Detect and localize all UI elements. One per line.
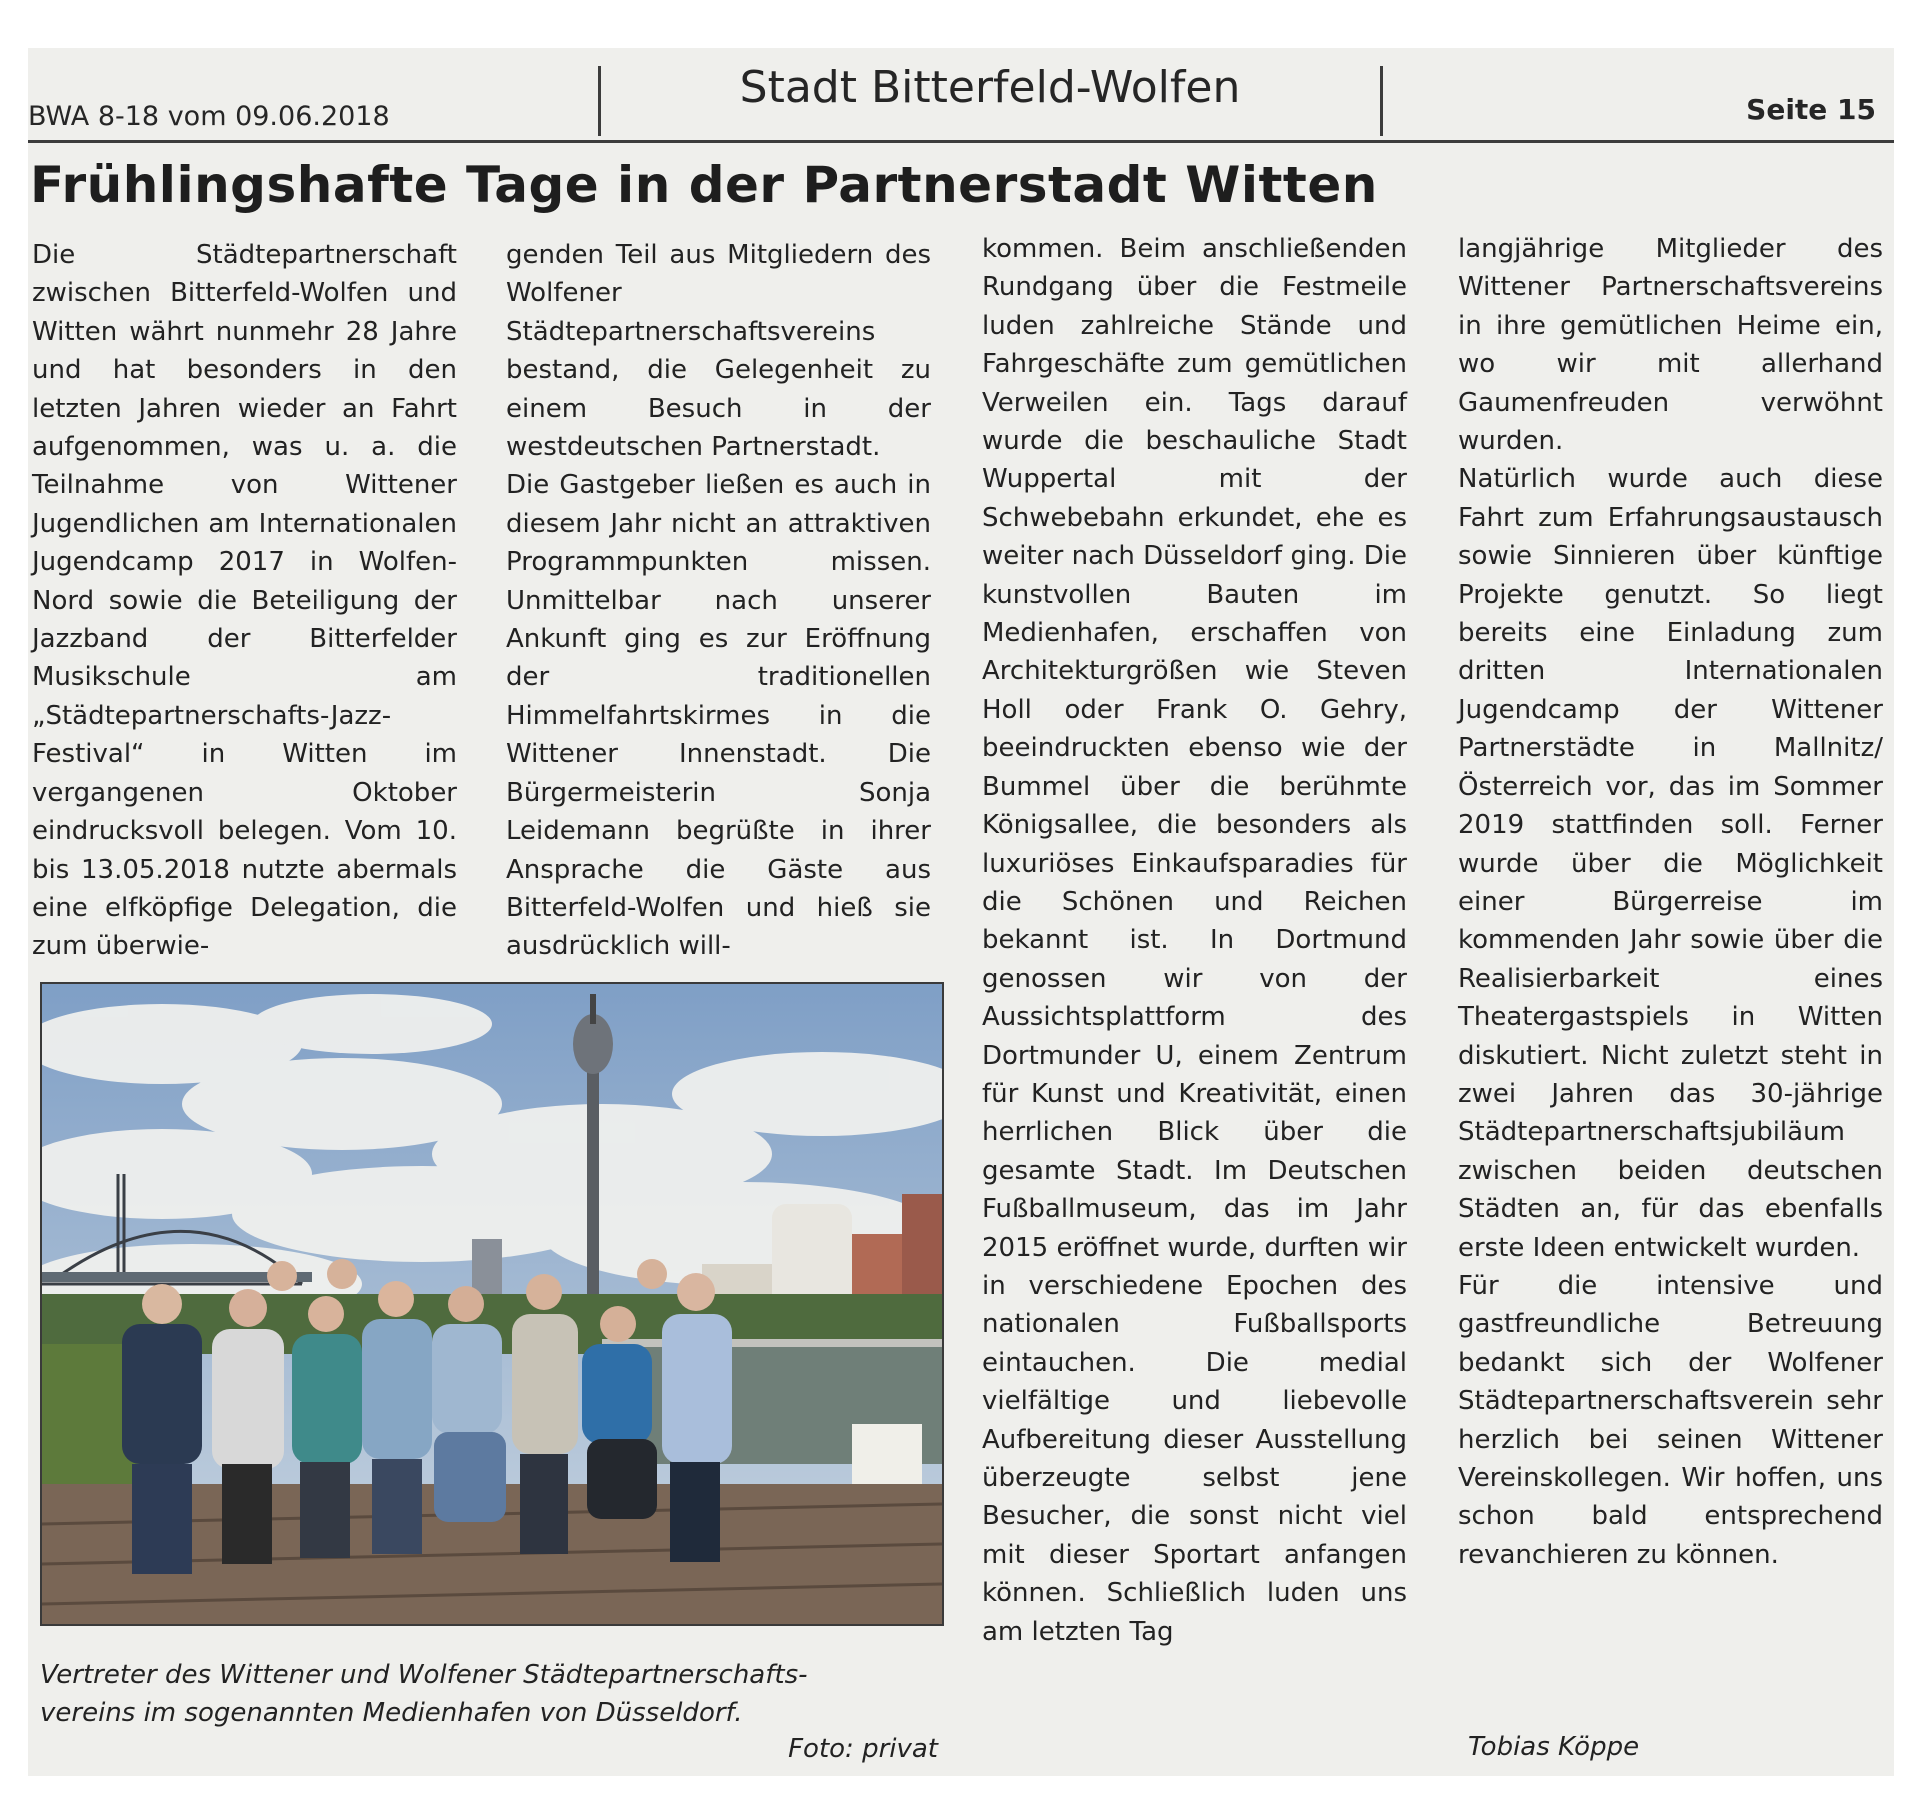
group-photo-illustration bbox=[42, 984, 942, 1624]
header-divider-right bbox=[1380, 66, 1383, 136]
article-author: Tobias Köppe bbox=[1468, 1732, 1640, 1762]
page-number: Seite 15 bbox=[1746, 93, 1876, 126]
section-title: Stadt Bitterfeld-Wolfen bbox=[739, 62, 1241, 113]
paragraph: langjährige Mitglieder des Wittener Partnerschaftsvereins in ihre gemütlichen Heime ein, wo wir mit allerhand Gaumenfreuden verwöhnt wurden. bbox=[1458, 234, 1883, 457]
photo-caption-line: vereins im sogenannten Medienhafen von Düsseldorf. bbox=[40, 1698, 743, 1728]
article-headline: Frühlingshafte Tage in der Partnerstadt Witten bbox=[30, 156, 1378, 214]
article-column-4 bbox=[1458, 230, 1883, 1574]
paragraph: genden Teil aus Mitgliedern des Wolfener Städtepartnerschaftsvereins bestand, die Gelegenheit zu einem Besuch in der westdeutschen Partnerstadt. bbox=[506, 240, 931, 463]
article-column-1 bbox=[32, 236, 457, 966]
issue-label: BWA 8-18 vom 09.06.2018 bbox=[28, 101, 390, 132]
article-column-3 bbox=[982, 230, 1407, 1651]
paragraph: Natürlich wurde auch diese Fahrt zum Erfahrungsaustausch sowie Sinnieren über künftige Projekte genutzt. So liegt bereits eine Einladung zum dritten Internationalen Jugendcamp der Wittener Partnerstädte in Mallnitz/Österreich vor, das im Sommer 2019 stattfinden soll. Ferner wurde über die Möglichkeit einer Bürgerreise im kommenden Jahr sowie über die Realisierbarkeit eines Theatergastspiels in Witten diskutiert. Nicht zuletzt steht in zwei Jahren das 30-jährige Städtepartnerschaftsjubiläum zwischen beiden deutschen Städten an, für das ebenfalls erste Ideen entwickelt wurden. bbox=[1458, 464, 1883, 1263]
photo-credit: Foto: privat bbox=[788, 1734, 938, 1764]
header-rule bbox=[28, 140, 1894, 143]
photo-caption bbox=[40, 1656, 940, 1732]
paragraph: Die Städtepartnerschaft zwischen Bitterfeld-Wolfen und Witten währt nunmehr 28 Jahre und hat besonders in den letzten Jahren wieder an Fahrt aufgenommen, was u. a. die Teilnahme von Wittener Jugendlichen am Internationalen Jugendcamp 2017 in Wolfen-Nord sowie die Beteiligung der Jazzband der Bitterfelder Musikschule am „Städtepartnerschafts-Jazz-Festival“ in Witten im vergangenen Oktober eindrucksvoll belegen. Vom 10. bis 13.05.2018 nutzte abermals eine elfköpfige Delegation, die zum überwie- bbox=[32, 240, 457, 962]
paragraph: kommen. Beim anschließenden Rundgang über die Festmeile luden zahlreiche Stände und Fahrgeschäfte zum gemütlichen Verweilen ein. Tags darauf wurde die beschauliche Stadt Wuppertal mit der Schwebebahn erkundet, ehe es weiter nach Düsseldorf ging. Die kunstvollen Bauten im Medienhafen, erschaffen von Architekturgrößen wie Steven Holl oder Frank O. Gehry, beeindruckten ebenso wie der Bummel über die berühmte Königsallee, die besonders als luxuriöses Einkaufsparadies für die Schönen und Reichen bekannt ist. In Dortmund genossen wir von der Aussichtsplattform des Dortmunder U, einem Zentrum für Kunst und Kreativität, einen herrlichen Blick über die gesamte Stadt. Im Deutschen Fußballmuseum, das im Jahr 2015 eröffnet wurde, durften wir in verschiedene Epochen des nationalen Fußballsports eintauchen. Die medial vielfältige und liebevolle Aufbereitung dieser Ausstellung überzeugte selbst jene Besucher, die sonst nicht viel mit dieser Sportart anfangen können. Schließlich luden uns am letzten Tag bbox=[982, 234, 1407, 1647]
article-column-2 bbox=[506, 236, 931, 966]
photo-caption-line: Vertreter des Wittener und Wolfener Städtepartnerschafts- bbox=[40, 1660, 808, 1690]
paragraph: Für die intensive und gastfreundliche Betreuung bedankt sich der Wolfener Städtepartnerschaftsverein sehr herzlich bei seinen Wittener Vereinskollegen. Wir hoffen, uns schon bald entsprechend revanchieren zu können. bbox=[1458, 1270, 1883, 1570]
paragraph: Die Gastgeber ließen es auch in diesem Jahr nicht an attraktiven Programmpunkten missen. Unmittelbar nach unserer Ankunft ging es zur Eröffnung der traditionellen Himmelfahrtskirmes in die Wittener Innenstadt. Die Bürgermeisterin Sonja Leidemann begrüßte in ihrer Ansprache die Gäste aus Bitterfeld-Wolfen und hieß sie ausdrücklich will- bbox=[506, 470, 931, 962]
group-photo bbox=[40, 982, 944, 1626]
